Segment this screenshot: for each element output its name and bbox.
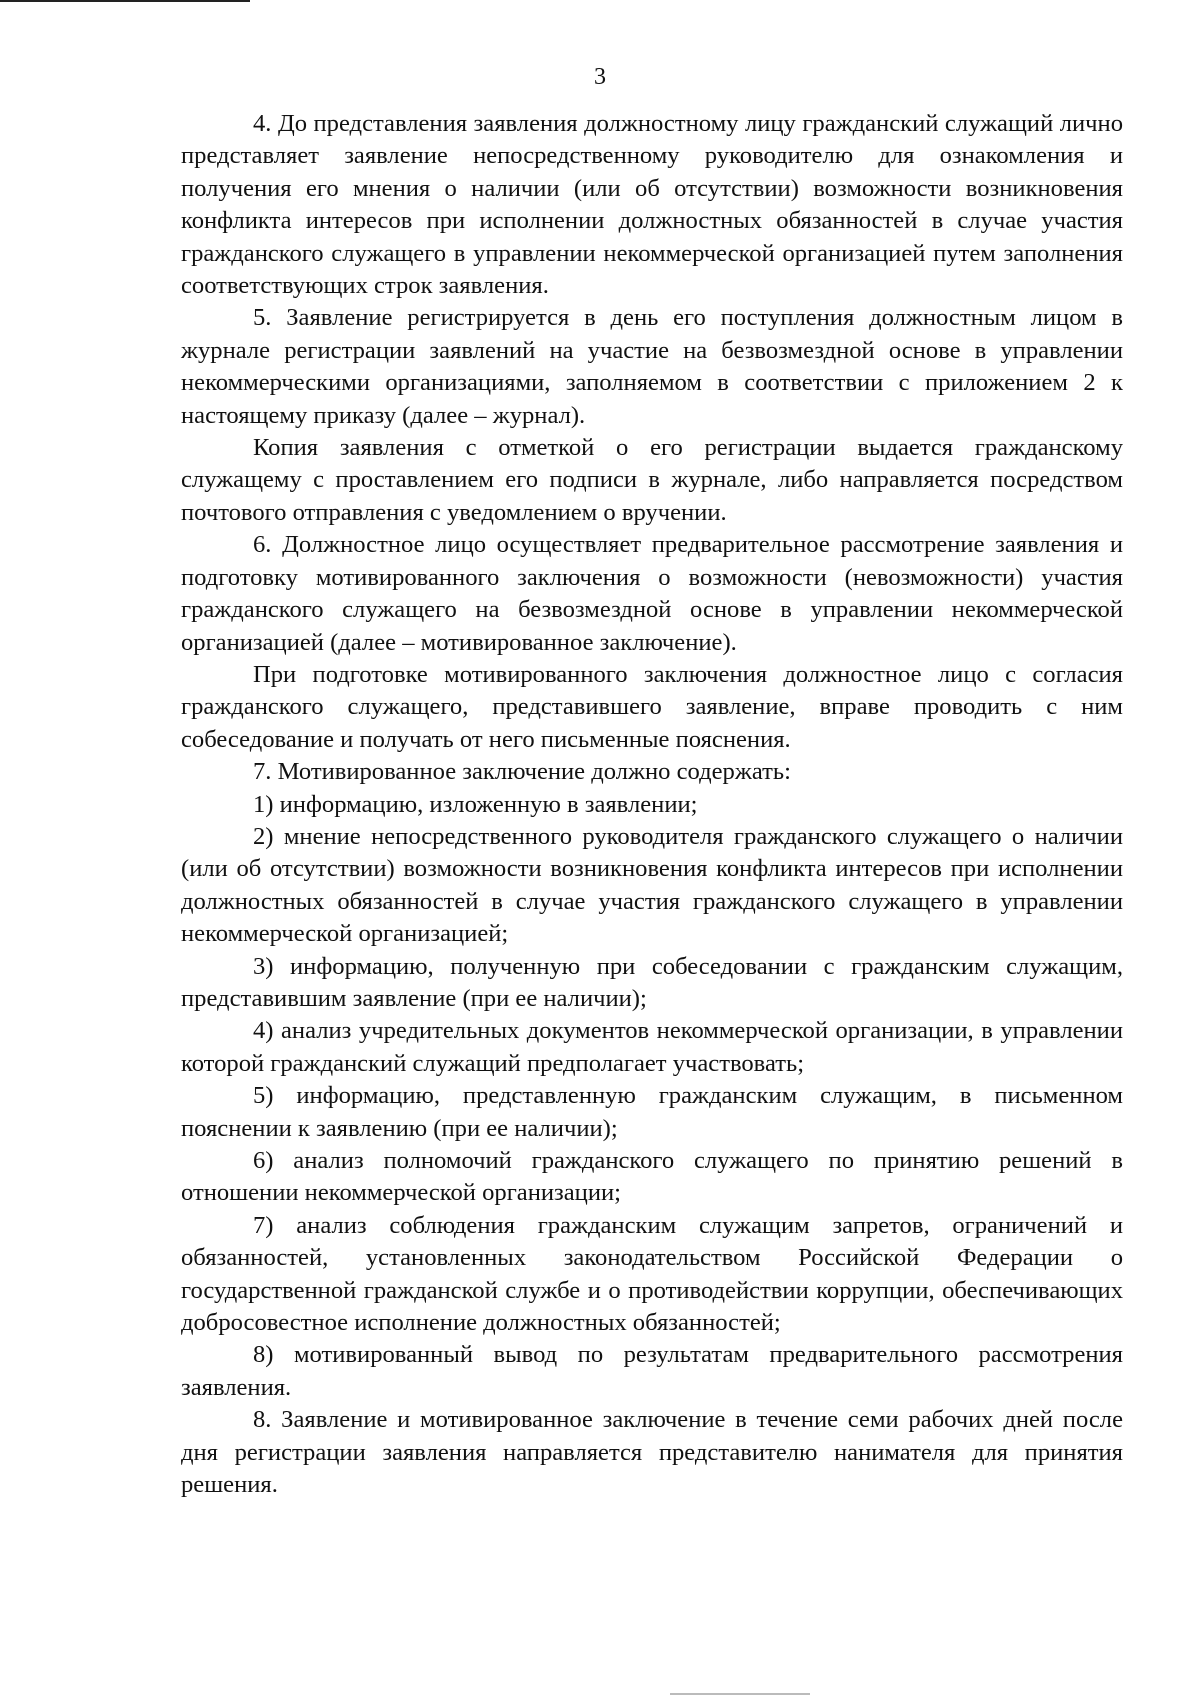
paragraph-item-8: 8. Заявление и мотивированное заключение в течение семи рабочих дней после дня регистрации заявления направляется представителю нанимателя для принятия решения. [181,1406,1123,1499]
top-scan-rule [0,0,250,2]
paragraph-item-4: 4. До представления заявления должностному лицу гражданский служащий лично представляет заявление непосредственному руководителю для ознакомления и получения его мнения о наличии (или об отсутствии) возможности возникновения конфликта интересов при исполнении должностных обязанностей в случае участия гражданского служащего в управлении некоммерческой организацией путем заполнения соответствующих строк заявления. [181,110,1123,300]
page-number: 3 [594,64,606,90]
paragraph-item-5: 5. Заявление регистрируется в день его поступления должностным лицом в журнале регистрации заявлений на участие на безвозмездной основе в управлении некоммерческими организациями, заполняемом в соответствии с приложением 2 к настоящему приказу (далее – журнал). [181,304,1123,429]
paragraph-copy-of-application: Копия заявления с отметкой о его регистрации выдается гражданскому служащему с проставлением его подписи в журнале, либо направляется посредством почтового отправления с уведомлением о вручении. [181,434,1123,526]
list-item-7-6: 6) анализ полномочий гражданского служащего по принятию решений в отношении некоммерческой организации; [181,1147,1123,1207]
list-item-7-8: 8) мотивированный вывод по результатам предварительного рассмотрения заявления. [181,1341,1123,1401]
paragraph-preparation-of-conclusion: При подготовке мотивированного заключения должностное лицо с согласия гражданского служащего, представившего заявление, вправе проводить с ним собеседование и получать от него письменные пояснения. [181,660,1123,753]
paragraph-item-7: 7. Мотивированное заключение должно содержать: [253,758,791,786]
list-item-7-1: 1) информацию, изложенную в заявлении; [253,790,698,818]
list-item-7-5: 5) информацию, представленную гражданским служащим, в письменном пояснении к заявлению (при ее наличии); [181,1082,1123,1142]
list-item-7-7: 7) анализ соблюдения гражданским служащим запретов, ограничений и обязанностей, установленных законодательством Российской Федерации о государственной гражданской службе и о противодействии коррупции, обеспечивающих добросовестное исполнение должностных обязанностей; [181,1211,1123,1337]
paragraph-item-6: 6. Должностное лицо осуществляет предварительное рассмотрение заявления и подготовку мотивированного заключения о возможности (невозможности) участия гражданского служащего на безвозмездной основе в управлении некоммерческой организацией (далее – мотивированное заключение). [181,531,1123,656]
bottom-scan-rule [670,1693,810,1695]
list-item-7-4: 4) анализ учредительных документов некоммерческой организации, в управлении которой гражданский служащий предполагает участвовать; [181,1017,1123,1077]
list-item-7-3: 3) информацию, полученную при собеседовании с гражданским служащим, представившим заявление (при ее наличии); [181,952,1123,1012]
document-body [181,108,1123,1501]
list-item-7-2: 2) мнение непосредственного руководителя гражданского служащего о наличии (или об отсутствии) возможности возникновения конфликта интересов при исполнении должностных обязанностей в случае участия гражданского служащего в управлении некоммерческой организацией; [181,822,1123,948]
